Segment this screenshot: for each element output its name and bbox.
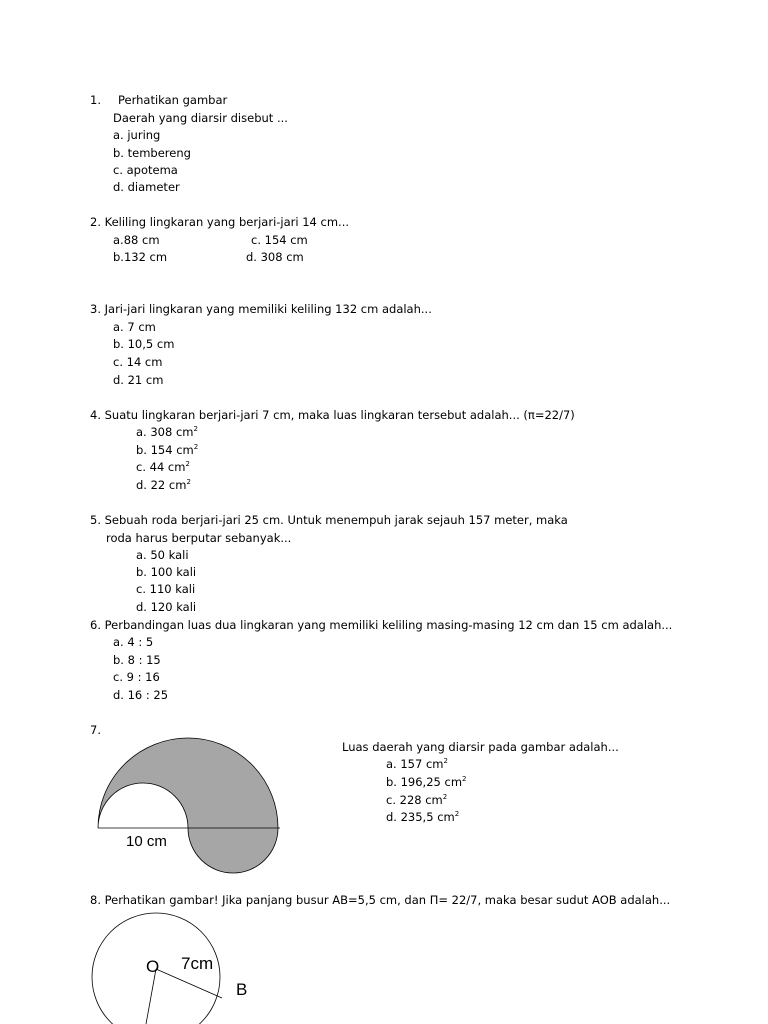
- q6-option-c: c. 9 : 16: [113, 670, 160, 684]
- q1-option-d: d. diameter: [113, 180, 180, 194]
- q5-option-d: d. 120 kali: [136, 600, 197, 614]
- q7-option-b: b. 196,25 $cm^2$: [386, 775, 467, 789]
- q8-label-o: O: [146, 957, 160, 976]
- q5-text-line2: roda harus berputar sebanyak...: [106, 531, 292, 545]
- q8-radius-oa: [146, 969, 156, 1024]
- q8-label-radius: 7cm: [181, 954, 214, 973]
- q1-option-b: b. tembereng: [113, 146, 191, 160]
- q7-shaded-region: [98, 738, 278, 873]
- q7-number: 7.: [90, 723, 101, 737]
- q1-number: 1.: [90, 93, 101, 107]
- q5-option-a: a. 50 kali: [136, 548, 189, 562]
- q2-option-c: c. 154 cm: [251, 233, 308, 247]
- q4-option-c: c. 44 $cm^2$: [136, 460, 190, 474]
- q7-option-d-exponent: 2: [454, 810, 460, 819]
- q4-option-a: a. 308 $cm^2$: [136, 425, 198, 439]
- q7-figure-label: 10 cm: [126, 833, 167, 850]
- q5-option-c: c. 110 kali: [136, 582, 196, 596]
- q4-option-b: b. 154 $cm^2$: [136, 443, 199, 457]
- q2-text: 2. Keliling lingkaran yang berjari-jari 14 cm...: [90, 215, 350, 229]
- q8-text: 8. Perhatikan gambar! Jika panjang busur AB=5,5 cm, dan Π= 22/7, maka besar sudut AOB adalah...: [90, 893, 671, 907]
- q1-option-a: a. juring: [113, 128, 161, 142]
- q1-text: Daerah yang diarsir disebut ...: [113, 111, 288, 125]
- q3-option-a: a. 7 cm: [113, 320, 156, 334]
- q5-text-line1: 5. Sebuah roda berjari-jari 25 cm. Untuk menempuh jarak sejauh 157 meter, maka: [90, 513, 568, 527]
- q4-option-c-exponent: 2: [185, 460, 190, 469]
- q6-option-a: a. 4 : 5: [113, 635, 154, 649]
- q2-option-d: d. 308 cm: [246, 250, 304, 264]
- q3-option-b: b. 10,5 cm: [113, 337, 175, 351]
- q6-option-b: b. 8 : 15: [113, 653, 161, 667]
- q3-option-c: c. 14 cm: [113, 355, 163, 369]
- q7-text: Luas daerah yang diarsir pada gambar adalah...: [342, 740, 619, 754]
- q7-option-a: a. 157 $cm^2$: [386, 757, 448, 771]
- q3-option-d: d. 21 cm: [113, 373, 164, 387]
- q8-radius-ob: [156, 969, 222, 998]
- q4-option-b-exponent: 2: [193, 443, 199, 452]
- q1-option-c: c. apotema: [113, 163, 178, 177]
- q1-title: Perhatikan gambar: [118, 93, 228, 107]
- q3-text: 3. Jari-jari lingkaran yang memiliki keliling 132 cm adalah...: [90, 302, 432, 316]
- q7-option-c: c. 228 $cm^2$: [386, 793, 448, 807]
- q4-text: 4. Suatu lingkaran berjari-jari 7 cm, maka luas lingkaran tersebut adalah... (π=22/7): [90, 408, 575, 422]
- q4-option-a-exponent: 2: [193, 425, 198, 434]
- q7-figure: [90, 730, 290, 880]
- q2-option-b: b.132 cm: [113, 250, 168, 264]
- q4-option-d-exponent: 2: [186, 478, 191, 487]
- q2-option-a: a.88 cm: [113, 233, 160, 247]
- q6-option-d: d. 16 : 25: [113, 688, 169, 702]
- q6-text: 6. Perbandingan luas dua lingkaran yang memiliki keliling masing-masing 12 cm dan 15 cm adalah...: [90, 618, 673, 632]
- q5-option-b: b. 100 kali: [136, 565, 197, 579]
- q7-option-d: d. 235,5 $cm^2$: [386, 810, 460, 824]
- q8-figure: [88, 905, 288, 1024]
- q7-option-a-exponent: 2: [443, 757, 448, 766]
- q7-option-b-exponent: 2: [462, 775, 467, 784]
- q4-option-d: d. 22 $cm^2$: [136, 478, 191, 492]
- q7-option-c-exponent: 2: [442, 793, 448, 802]
- q8-label-b: B: [236, 980, 248, 999]
